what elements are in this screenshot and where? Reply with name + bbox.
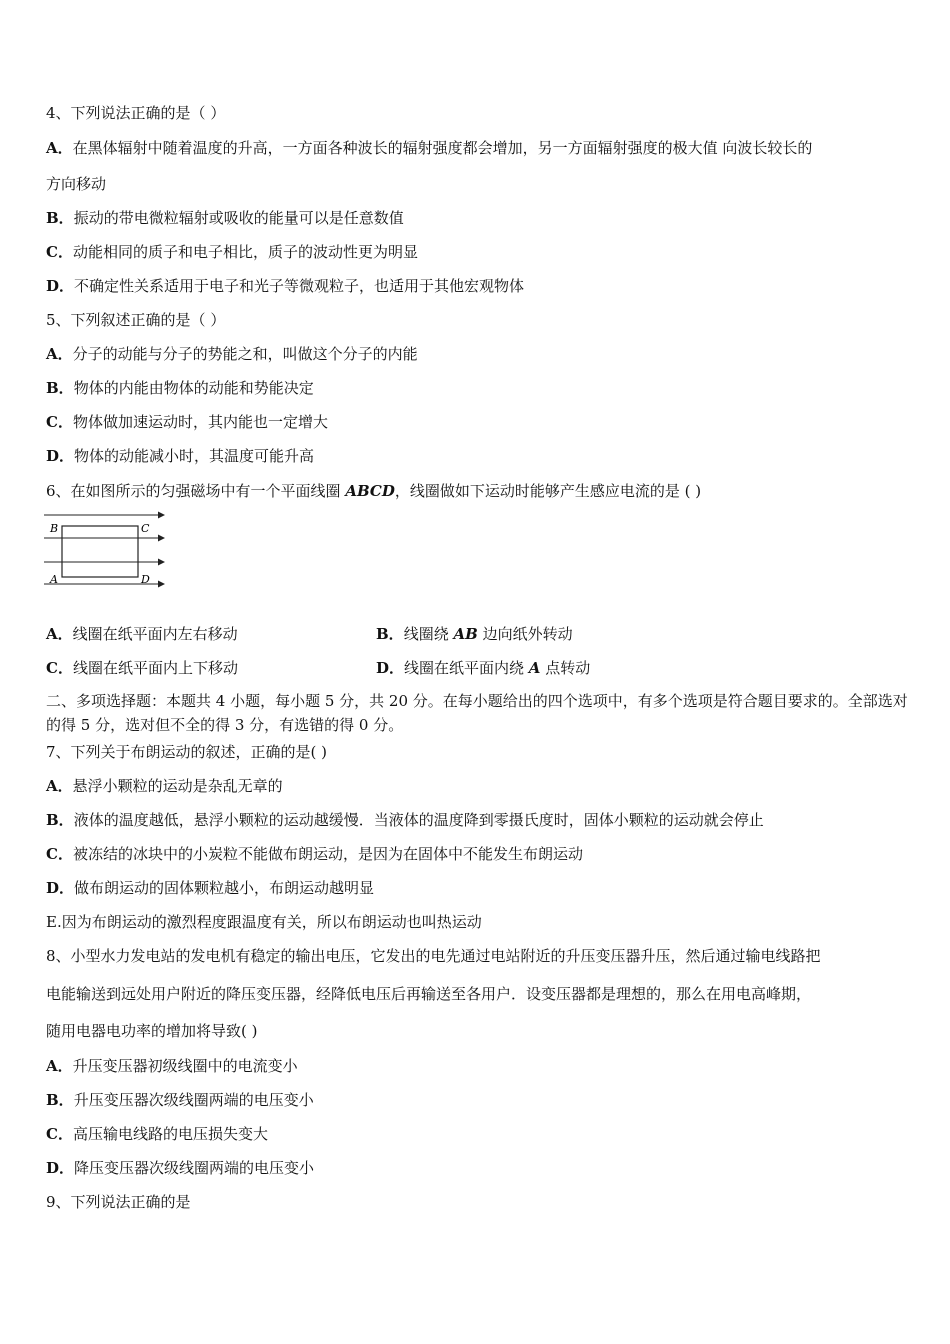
option-label: D． [46,447,75,465]
option-text: 高压输电线路的电压损失变大 [72,1125,268,1143]
option-text: 线圈绕 [403,625,454,643]
q7-option-c [46,844,583,864]
q4-option-a-cont: 方向移动 [46,175,107,193]
q7-option-e: E.因为布朗运动的激烈程度跟温度有关，所以布朗运动也叫热运动 [46,913,482,931]
option-label: B． [376,625,404,643]
q8-option-a [46,1056,298,1076]
option-text: 物体做加速运动时，其内能也一定增大 [72,413,328,431]
label-b: B [50,522,59,535]
q8-option-d [46,1158,314,1178]
option-text: 做布朗运动的固体颗粒越小，布朗运动越明显 [74,879,375,897]
q5-stem: 5、下列叙述正确的是（ ） [46,311,226,329]
option-text-end: 边向纸外转动 [477,625,573,643]
option-text: 物体的内能由物体的动能和势能决定 [73,379,314,397]
coil-abcd [62,526,138,577]
q4-stem: 4、下列说法正确的是（ ） [46,104,226,122]
option-text: 液体的温度越低，悬浮小颗粒的运动越缓慢．当液体的温度降到零摄氏度时，固体小颗粒的运动就会停止 [73,811,764,829]
option-text: 线圈在纸平面内左右移动 [72,625,238,643]
option-text: 不确定性关系适用于电子和光子等微观粒子，也适用于其他宏观物体 [74,277,525,295]
option-label: B． [46,1091,74,1109]
option-label: D． [376,659,405,677]
magnetic-field-figure [42,508,172,590]
q6-option-a [46,624,238,644]
option-label: C． [46,413,73,431]
q8-stem-line1: 8、小型水力发电站的发电机有稳定的输出电压，它发出的电先通过电站附近的升压变压器升压，然后通过输电线路把 [46,947,821,965]
option-label: C． [46,1125,73,1143]
q6-stem-text-end: ，线圈做如下运动时能够产生感应电流的是 ( ) [394,482,702,500]
option-text: 分子的动能与分子的势能之和，叫做这个分子的内能 [72,345,418,363]
option-text: 线圈在纸平面内上下移动 [72,659,238,677]
q8-option-b [46,1090,314,1110]
option-label: D． [46,879,75,897]
option-text: 动能相同的质子和电子相比，质子的波动性更为明显 [72,243,418,261]
q6-option-b [376,624,573,644]
option-label: D． [46,277,75,295]
option-label: C． [46,845,73,863]
option-label: B． [46,209,74,227]
q5-option-c [46,412,328,432]
q6-stem-text: 6、在如图所示的匀强磁场中有一个平面线圈 [46,482,346,500]
option-text: 悬浮小颗粒的运动是杂乱无章的 [72,777,283,795]
label-d: D [141,573,150,586]
q4-option-b [46,208,404,228]
q7-option-a [46,776,283,796]
option-text: 升压变压器初级线圈中的电流变小 [72,1057,298,1075]
option-label: B． [46,379,74,397]
option-label: A． [46,625,73,643]
q4-option-a [46,138,812,158]
option-text: 物体的动能减小时，其温度可能升高 [74,447,315,465]
q6-stem [46,481,701,501]
option-label: A． [46,1057,73,1075]
q6-coil-name: ABCD [345,482,395,500]
option-label: D． [46,1159,75,1177]
option-text: 振动的带电微粒辐射或吸收的能量可以是任意数值 [73,209,404,227]
q7-stem: 7、下列关于布朗运动的叙述，正确的是( ) [46,743,328,761]
q6-option-c [46,658,238,678]
q8-stem-line2: 电能输送到远处用户附近的降压变压器，经降低电压后再输送至各用户．设变压器都是理想的，那么在用电高峰期， [46,985,812,1003]
q7-option-b [46,810,764,830]
option-text-end: 点转动 [540,659,591,677]
section-2-instructions: 二、多项选择题：本题共 4 小题，每小题 5 分，共 20 分。在每小题给出的四个选项中，有多个选项是符合题目要求的。全部选对的得 5 分，选对但不全的得 3 分，有选错的得 0 分。 [46,692,908,734]
option-label: C． [46,659,73,677]
option-label: B． [46,811,74,829]
q7-option-d [46,878,374,898]
q4-option-d [46,276,524,296]
option-text: 在黑体辐射中随着温度的升高，一方面各种波长的辐射强度都会增加，另一方面辐射强度的极大值 向波长较长的 [72,139,813,157]
option-label: A． [46,345,73,363]
option-text: 降压变压器次级线圈两端的电压变小 [74,1159,315,1177]
q4-option-c [46,242,418,262]
label-a: A [50,573,58,586]
option-text: 线圈在纸平面内绕 [404,659,529,677]
q5-option-a [46,344,418,364]
option-label: A． [46,139,73,157]
label-c: C [141,522,150,535]
option-text: 升压变压器次级线圈两端的电压变小 [73,1091,314,1109]
option-label: A． [46,777,73,795]
q8-option-c [46,1124,268,1144]
q9-stem: 9、下列说法正确的是 [46,1193,191,1211]
option-em: A [528,659,541,677]
q6-option-d [376,658,590,678]
option-text: 被冻结的冰块中的小炭粒不能做布朗运动，是因为在固体中不能发生布朗运动 [72,845,583,863]
q5-option-d [46,446,314,466]
option-em: AB [453,625,478,643]
q5-option-b [46,378,314,398]
q8-stem-line3: 随用电器电功率的增加将导致( ) [46,1022,258,1040]
option-label: C． [46,243,73,261]
